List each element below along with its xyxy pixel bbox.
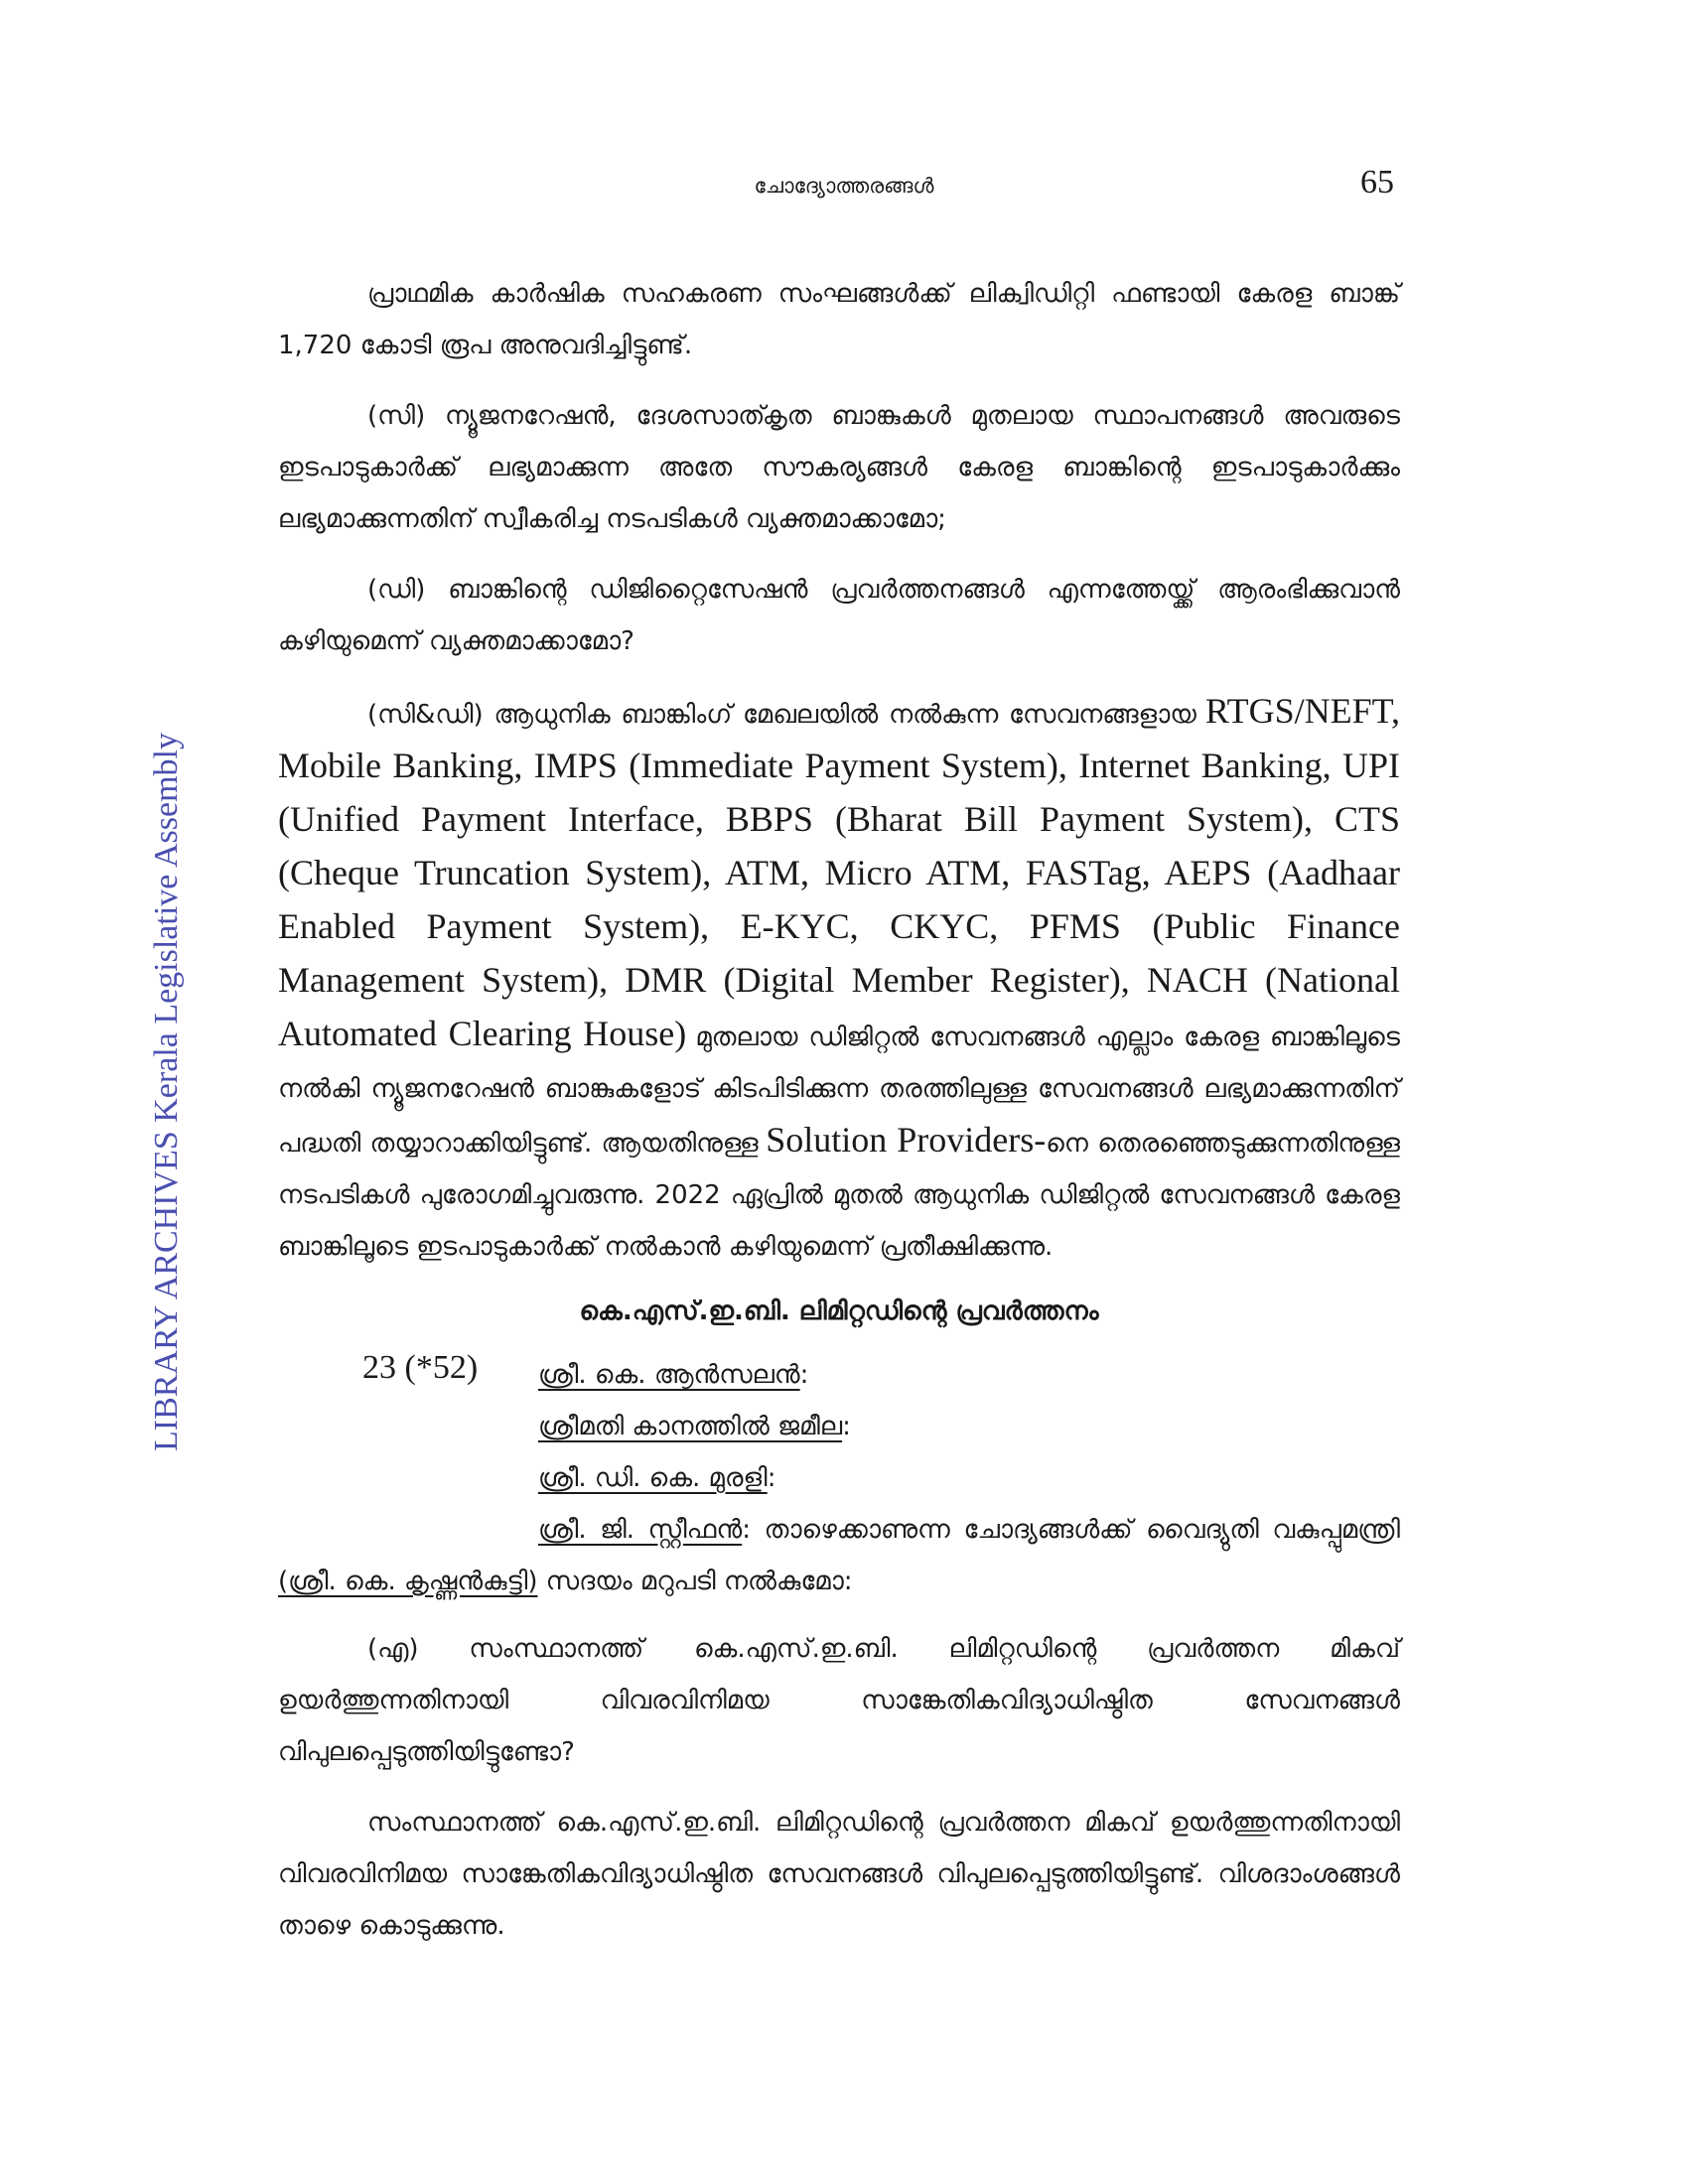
question-part-a: (എ) സംസ്ഥാനത്ത് കെ.എസ്.ഇ.ബി. ലിമിറ്റഡിന്റെ പ്രവർത്തന മികവ് ഉയർത്തുന്നതിനായി വിവരവിനിമയ സാങ്കേതികവിദ്യാധിഷ്ഠിത സേവനങ്ങൾ വിപുലപ്പെടുത്തിയിട്ടുണ്ടോ? xyxy=(278,1634,1400,1767)
member-name: ശ്രീ. കെ. ആൻസലൻ: xyxy=(538,1360,809,1390)
question-number: 23 (*52) xyxy=(362,1349,479,1386)
answer-c-d-tail-a: മുതലായ ഡിജിറ്റൽ സേവനങ്ങൾ എല്ലാം കേരള ബാങ്കിലൂടെ നൽകി ന്യൂജനറേഷൻ ബാങ്കുകളോട് കിടപിടിക്കുന്ന തരത്തിലുള്ള സേവനങ്ങൾ ലഭ്യമാക്കുന്നതിന് പദ്ധതി തയ്യാറാക്കിയിട്ടുണ്ട്. ആയതിനുള്ള xyxy=(278,1023,1400,1159)
archive-watermark: LIBRARY ARCHIVES Kerala Legislative Assembly xyxy=(148,732,185,1452)
answer-part-a: സംസ്ഥാനത്ത് കെ.എസ്.ഇ.ബി. ലിമിറ്റഡിന്റെ പ്രവർത്തന മികവ് ഉയർത്തുന്നതിനായി വിവരവിനിമയ സാങ്കേതികവിദ്യാധിഷ്ഠിത സേവനങ്ങൾ വിപുലപ്പെടുത്തിയിട്ടുണ്ട്. വിശദാംശങ്ങൾ താഴെ കൊടുക്കുന്നു. xyxy=(278,1808,1400,1941)
member-name: ശ്രീ. ഡി. കെ. മുരളി: xyxy=(538,1463,776,1493)
answer-c-d xyxy=(278,686,1400,1273)
section-heading: കെ.എസ്.ഇ.ബി. ലിമിറ്റഡിന്റെ പ്രവർത്തനം xyxy=(579,1297,1099,1326)
question-23 xyxy=(278,1349,1400,1607)
member-name: ശ്രീമതി കാനത്തിൽ ജമീല: xyxy=(538,1412,851,1441)
question-part-c: (സി) ന്യൂജനറേഷൻ, ദേശസാത്കൃത ബാങ്കുകൾ മുതലായ സ്ഥാപനങ്ങൾ അവരുടെ ഇടപാടുകാർക്ക് ലഭ്യമാക്കുന്ന അതേ സൗകര്യങ്ങൾ കേരള ബാങ്കിന്റെ ഇടപാടുകാർക്കും ലഭ്യമാക്കുന്നതിന് സ്വീകരിച്ച നടപടികൾ വ്യക്തമാക്കാമോ; xyxy=(278,401,1400,534)
member-name-and-lead: ശ്രീ. ജി. സ്റ്റീഫൻ: താഴെക്കാണുന്ന ചോദ്യങ്ങൾക്ക് വൈദ്യുതി വകുപ്പുമന്ത്രി (ശ്രീ. കെ. കൃഷ്ണൻകുട്ടി) സദയം മറുപടി നൽകുമോ: xyxy=(278,1515,1401,1596)
answer-c-d-services: RTGS/NEFT, Mobile Banking, IMPS (Immediate Payment System), Internet Banking, UPI (Unified Payment Interface, BBPS (Bharat Bill Payment System), CTS (Cheque Truncation System), ATM, Micro ATM, FASTag, AEPS (Aadhaar Enabled Payment System), E-KYC, CKYC, PFMS (Public Finance Management System), DMR (Digital Member Register), NACH (National Automated Clearing House) xyxy=(278,691,1401,1053)
minister-name: (ശ്രീ. കെ. കൃഷ്ണൻകുട്ടി) xyxy=(278,1567,538,1596)
question-part-d: (ഡി) ബാങ്കിന്റെ ഡിജിറ്റൈസേഷൻ പ്രവർത്തനങ്ങൾ എന്നത്തേയ്ക്ക് ആരംഭിക്കുവാൻ കഴിയുമെന്ന് വ്യക്തമാക്കാമോ? xyxy=(278,575,1400,656)
answer-c-d-intro: (സി&ഡി) ആധുനിക ബാങ്കിംഗ് മേഖലയിൽ നൽകുന്ന സേവനങ്ങളായ xyxy=(367,700,1196,730)
paragraph-liquidity-fund: പ്രാഥമിക കാർഷിക സഹകരണ സംഘങ്ങൾക്ക് ലിക്വിഡിറ്റി ഫണ്ടായി കേരള ബാങ്ക് 1,720 കോടി രൂപ അനുവദിച്ചിട്ടുണ്ട്. xyxy=(278,279,1400,360)
page-number: 65 xyxy=(1360,164,1394,201)
answer-c-d-tail-b: നെ തെരഞ്ഞെടുക്കുന്നതിനുള്ള നടപടികൾ പുരോഗമിച്ചുവരുന്നു. 2022 ഏപ്രിൽ മുതൽ ആധുനിക ഡിജിറ്റൽ സേവനങ്ങൾ കേരള ബാങ്കിലൂടെ ഇടപാടുകാർക്ക് നൽകാൻ കഴിയുമെന്ന് പ്രതീക്ഷിക്കുന്നു. xyxy=(278,1129,1400,1262)
page-body xyxy=(278,268,1400,1971)
answer-c-d-solution: Solution Providers- xyxy=(766,1120,1047,1160)
running-header: ചോദ്യോത്തരങ്ങൾ xyxy=(754,174,934,198)
